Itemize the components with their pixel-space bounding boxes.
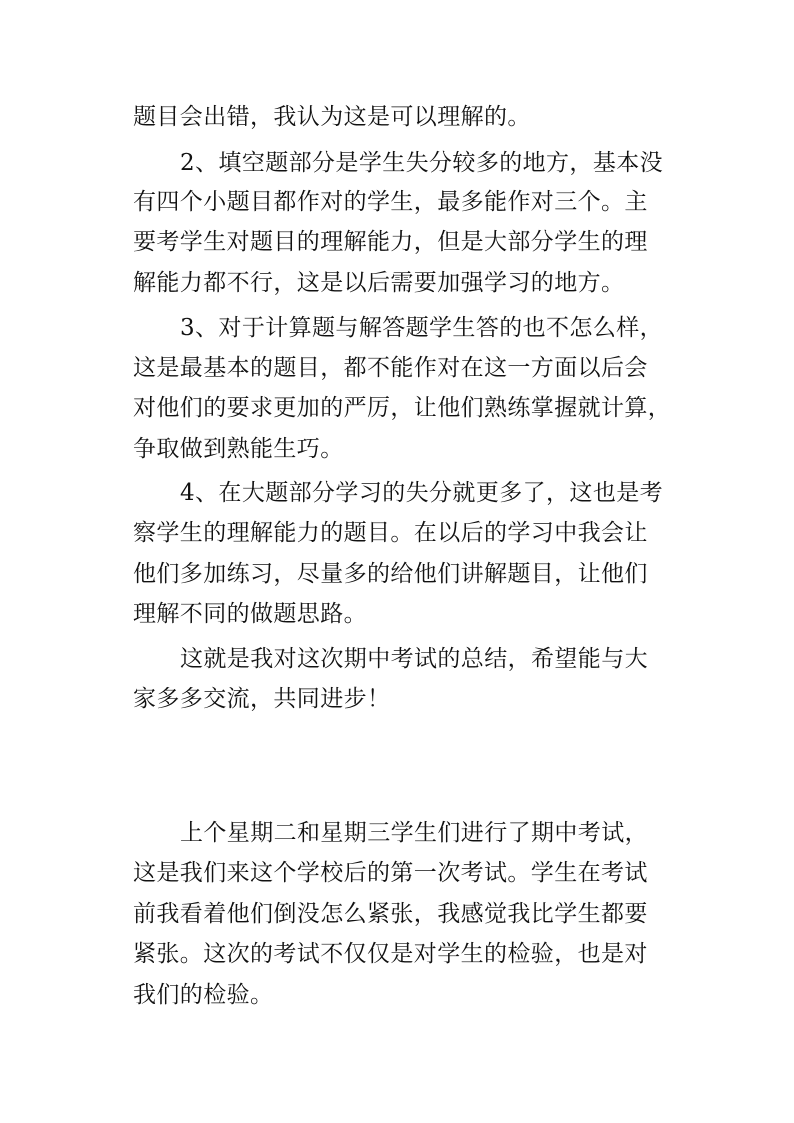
paragraph-line: 家多多交流，共同进步！ [133,686,391,712]
paragraph-line: 对他们的要求更加的严厉，让他们熟练掌握就计算， [133,395,672,421]
paragraph-line: 这是最基本的题目，都不能作对在这一方面以后会 [133,355,648,381]
paragraph-line: 2、填空题部分是学生失分较多的地方，基本没 [180,150,664,176]
paragraph-line: 这就是我对这次期中考试的总结，希望能与大 [180,646,648,672]
paragraph-line: 有四个小题目都作对的学生，最多能作对三个。主 [133,189,648,215]
paragraph-line: 我们的检验。 [133,982,274,1008]
paragraph-line: 解能力都不行，这是以后需要加强学习的地方。 [133,270,625,296]
paragraph-line: 上个星期二和星期三学生们进行了期中考试， [180,820,648,846]
paragraph-line: 前我看着他们倒没怎么紧张，我感觉我比学生都要 [133,901,648,927]
paragraph-line: 要考学生对题目的理解能力，但是大部分学生的理 [133,229,648,255]
paragraph-line: 题目会出错，我认为这是可以理解的。 [133,104,531,130]
paragraph-line: 察学生的理解能力的题目。在以后的学习中我会让 [133,520,648,546]
paragraph-line: 争取做到熟能生巧。 [133,436,344,462]
paragraph-line: 紧张。这次的考试不仅仅是对学生的检验，也是对 [133,941,648,967]
paragraph-line: 4、在大题部分学习的失分就更多了，这也是考 [180,480,664,506]
paragraph-line: 3、对于计算题与解答题学生答的也不怎么样， [180,315,664,341]
paragraph-line: 他们多加练习，尽量多的给他们讲解题目，让他们 [133,561,648,587]
paragraph-line: 理解不同的做题思路。 [133,601,367,627]
paragraph-line: 这是我们来这个学校后的第一次考试。学生在考试 [133,860,648,886]
